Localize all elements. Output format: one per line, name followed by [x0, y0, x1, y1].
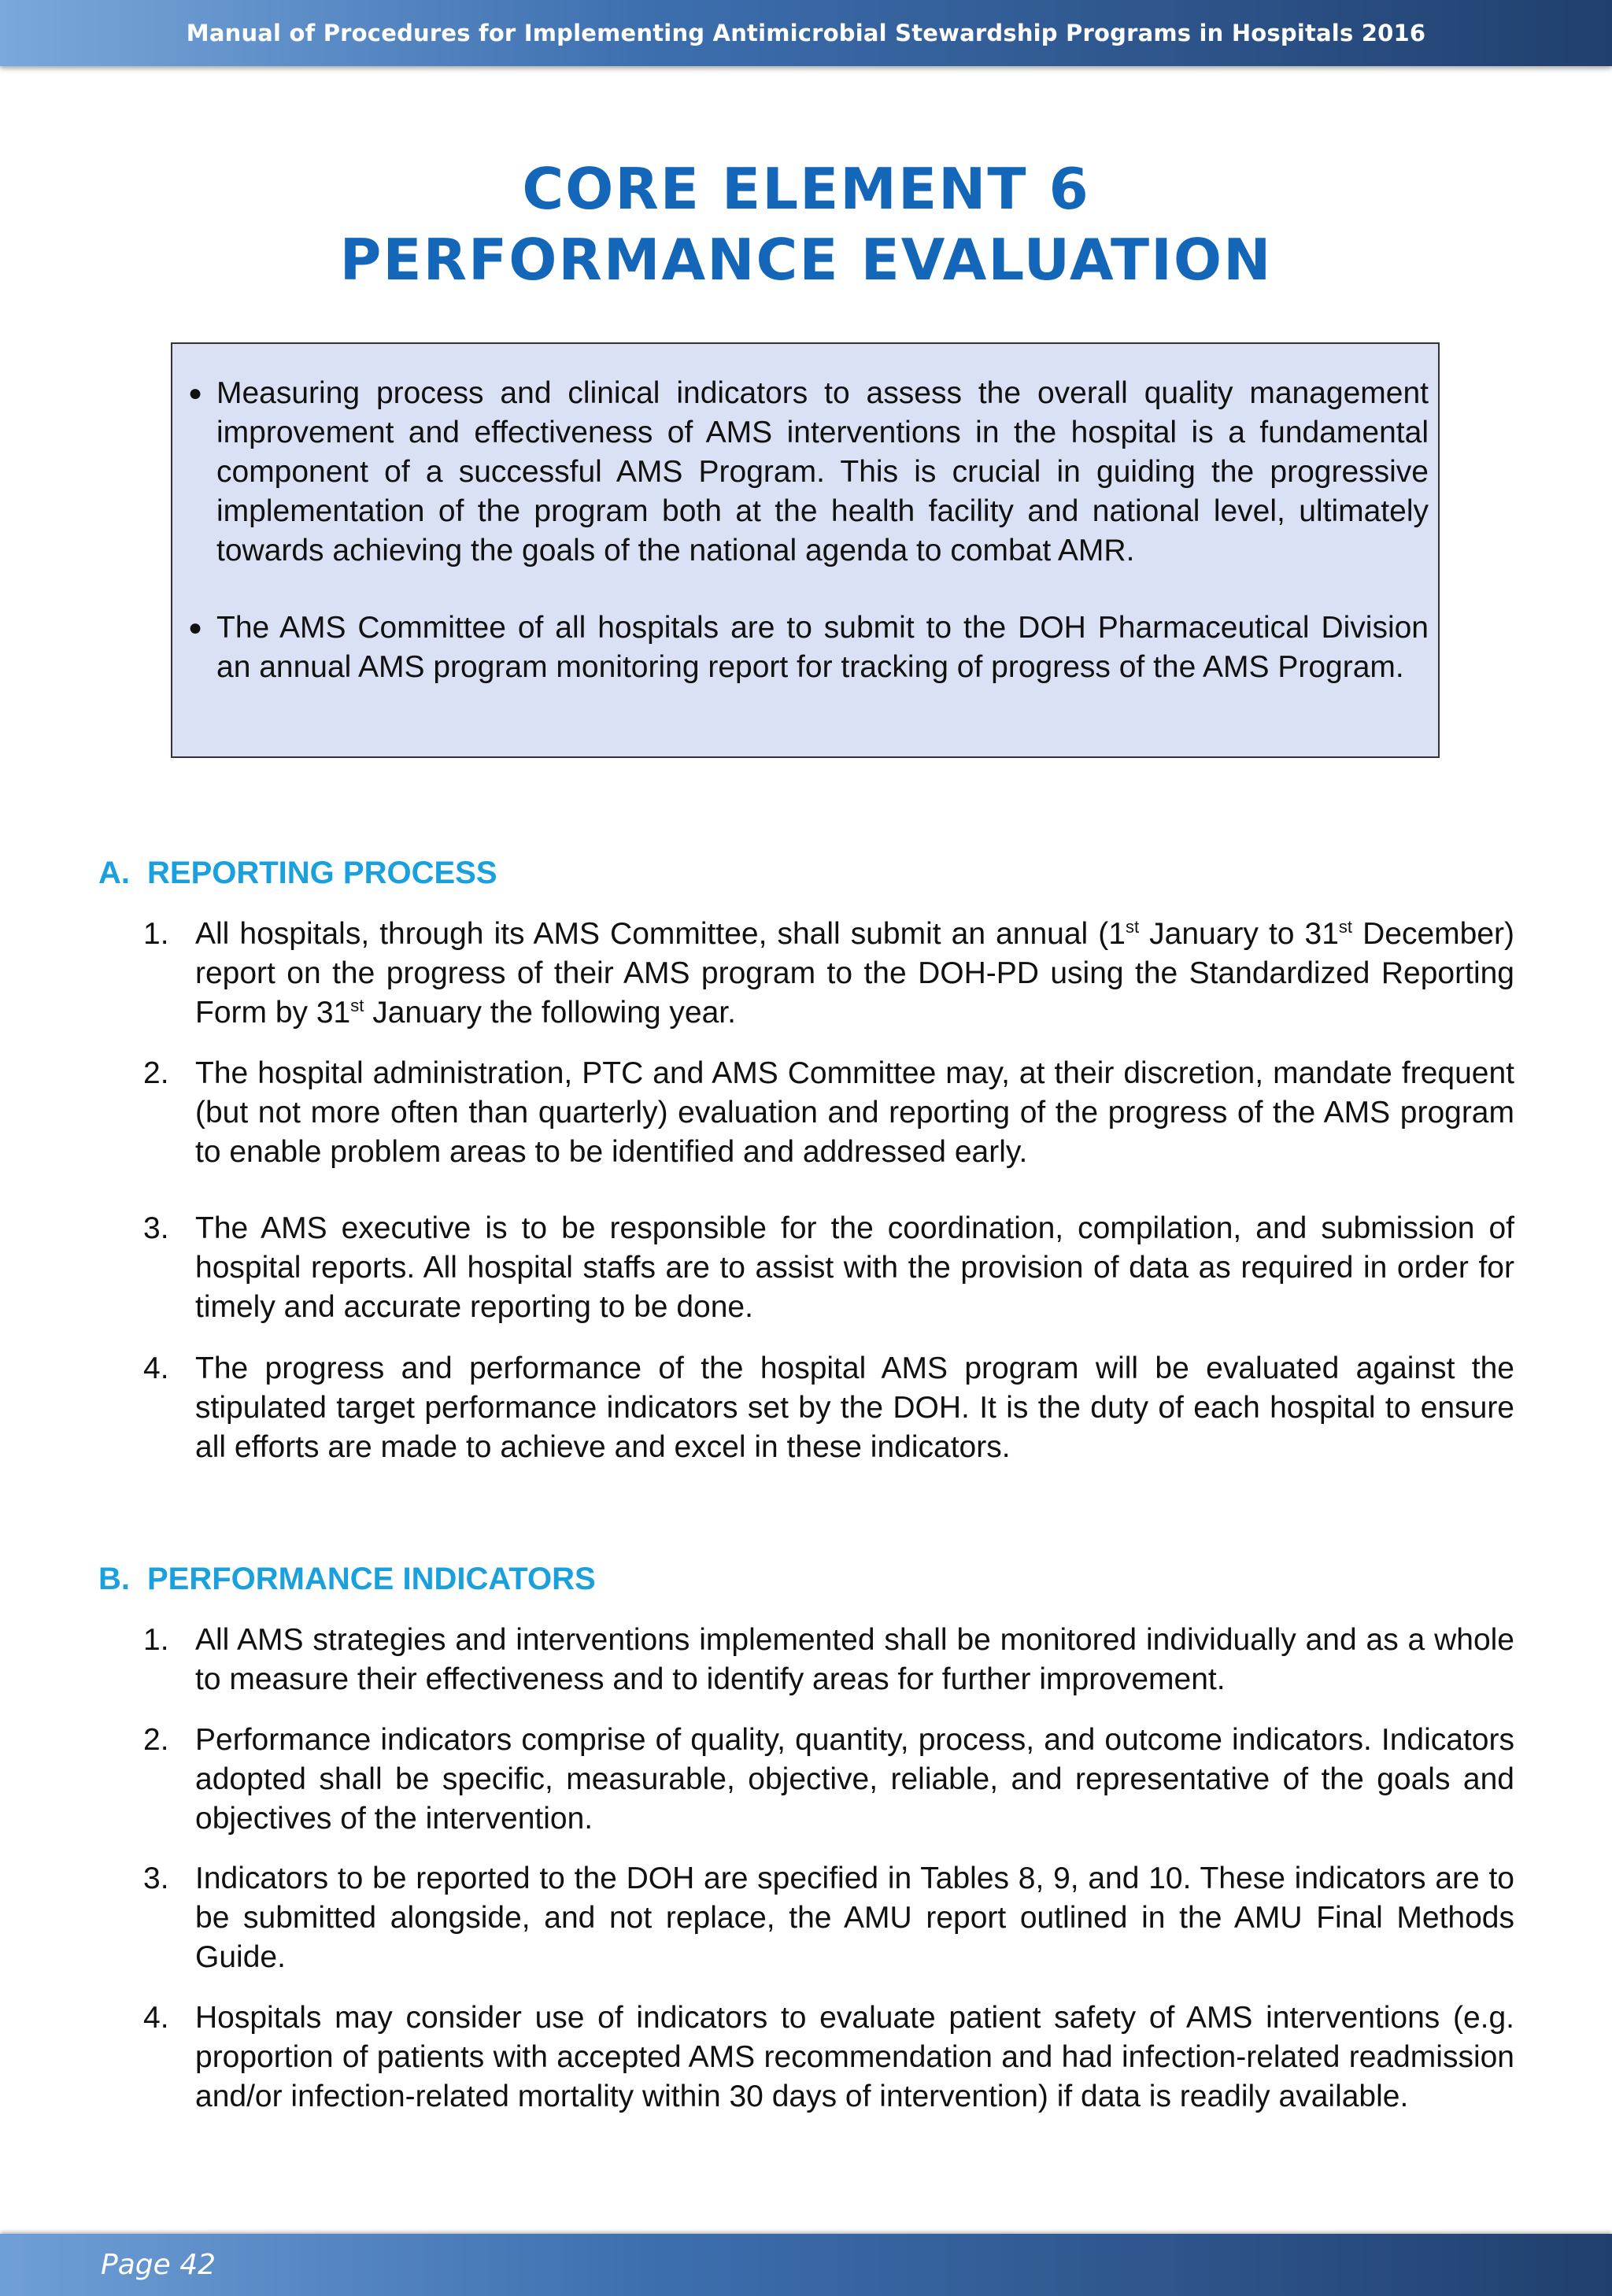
list-item-number: 2. [143, 1056, 169, 1090]
footer-band [0, 2234, 1612, 2296]
list-item-number: 3. [143, 1211, 169, 1245]
section-b-letter: B. [98, 1562, 130, 1596]
page-title [0, 153, 1612, 295]
summary-item [188, 608, 1429, 687]
section-a-letter: A. [98, 856, 130, 890]
list-item [143, 1054, 1514, 1172]
list-item [143, 1721, 1514, 1839]
list-item [143, 1621, 1514, 1699]
list-item-number: 4. [143, 1351, 169, 1385]
list-item-number: 1. [143, 1623, 169, 1657]
summary-item [188, 374, 1429, 571]
bullet-icon: ● [188, 380, 203, 406]
list-item-text: The hospital administration, PTC and AMS Committee may, at their discretion, mandate frequent (but not more often than quarterly) evaluation and reporting of the progress of the AMS program to enable problem areas to be identified and addressed early. [195, 1056, 1514, 1169]
list-item [143, 1859, 1514, 1977]
list-item-number: 4. [143, 2001, 169, 2035]
list-item-number: 2. [143, 1723, 169, 1757]
list-item-text: Hospitals may consider use of indicators to evaluate patient safety of AMS interventions (e.g. proportion of patients with accepted AMS recommendation and had infection-related readmission and/or infection-related mortality within 30 days of intervention) if data is readily available. [195, 2001, 1514, 2113]
list-item [143, 1349, 1514, 1467]
running-header-title: Manual of Procedures for Implementing Antimicrobial Stewardship Programs in Hospitals 2016 [186, 20, 1426, 46]
list-item-number: 1. [143, 917, 169, 951]
list-item-number: 3. [143, 1862, 169, 1895]
list-item-text: All hospitals, through its AMS Committee, shall submit an annual (1st January to 31st December) report on the progress of their AMS program to the DOH-PD using the Standardized Reporting Form by 31st January the following year. [195, 917, 1514, 1030]
list-item-text: Performance indicators comprise of quality, quantity, process, and outcome indicators. Indicators adopted shall be specific, measurable, objective, reliable, and representative of the goals and objectives of the intervention. [195, 1723, 1514, 1836]
list-item [143, 915, 1514, 1033]
list-item-text: Indicators to be reported to the DOH are specified in Tables 8, 9, and 10. These indicators are to be submitted alongside, and not replace, the AMU report outlined in the AMU Final Methods Guide. [195, 1862, 1514, 1974]
bullet-icon: ● [188, 615, 203, 641]
summary-item-text: Measuring process and clinical indicators to assess the overall quality management improvement and effectiveness of AMS interventions in the hospital is a fundamental component of a successful AMS Program. This is crucial in guiding the progressive implementation of the program both at the health facility and national level, ultimately towards achieving the goals of the national agenda to combat AMR. [216, 376, 1429, 568]
section-a-heading [98, 853, 497, 893]
list-item [143, 1209, 1514, 1327]
list-item [143, 1998, 1514, 2117]
summary-box [171, 342, 1440, 758]
list-item-text: The AMS executive is to be responsible for the coordination, compilation, and submission of hospital reports. All hospital staffs are to assist with the provision of data as required in order for timely and accurate reporting to be done. [195, 1211, 1514, 1324]
section-b-heading [98, 1559, 596, 1599]
section-b-title: PERFORMANCE INDICATORS [147, 1562, 596, 1596]
title-line-1: CORE ELEMENT 6 [522, 156, 1090, 222]
summary-item-text: The AMS Committee of all hospitals are to submit to the DOH Pharmaceutical Division an annual AMS program monitoring report for tracking of progress of the AMS Program. [216, 611, 1429, 684]
list-item-text: The progress and performance of the hospital AMS program will be evaluated against the stipulated target performance indicators set by the DOH. It is the duty of each hospital to ensure all efforts are made to achieve and excel in these indicators. [195, 1351, 1514, 1464]
page-number: Page 42 [101, 2249, 216, 2281]
list-item-text: All AMS strategies and interventions implemented shall be monitored individually and as a whole to measure their effectiveness and to identify areas for further improvement. [195, 1623, 1514, 1696]
section-a-title: REPORTING PROCESS [147, 856, 497, 890]
title-line-2: PERFORMANCE EVALUATION [339, 227, 1273, 293]
